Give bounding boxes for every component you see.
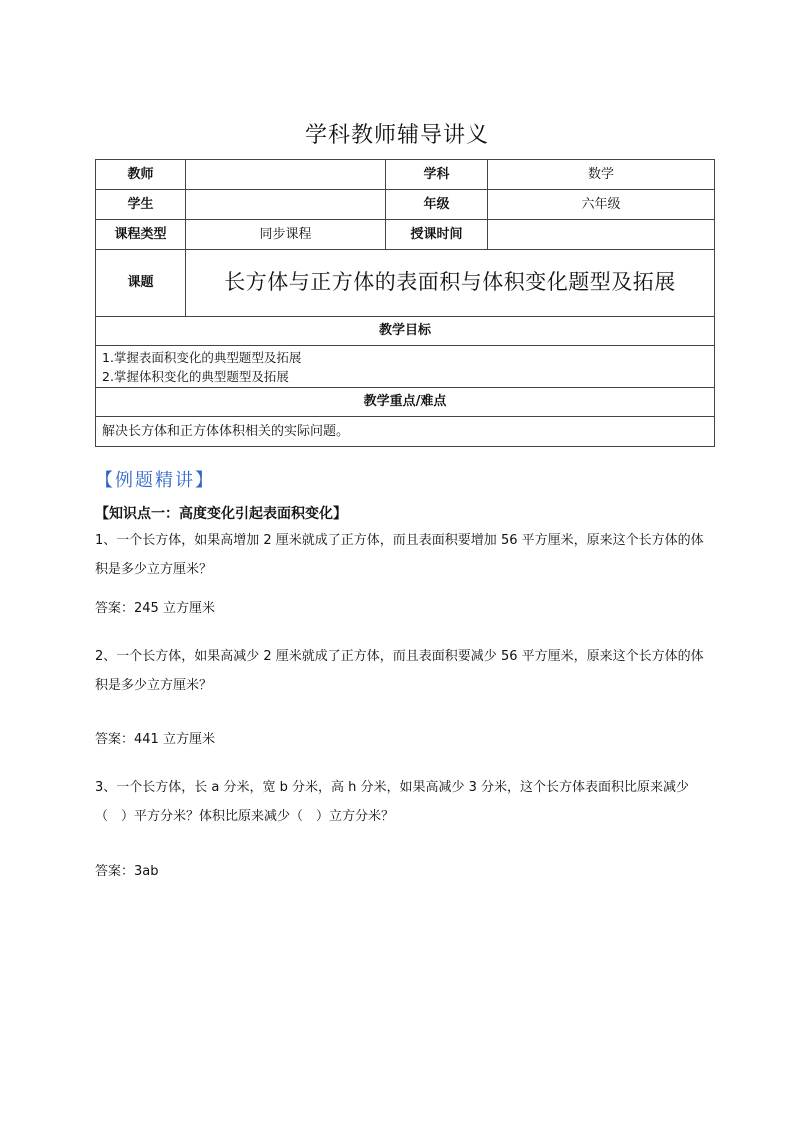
subject-label: 学科 [386, 160, 488, 190]
teacher-value [186, 160, 386, 190]
grade-label: 年级 [386, 190, 488, 220]
answer-2: 答案：441 立方厘米 [95, 732, 215, 747]
objective-item: 1.掌握表面积变化的典型题型及拓展 [102, 349, 302, 365]
table-row [96, 220, 715, 250]
focus-header: 教学重点/难点 [96, 388, 715, 417]
objective-item: 2.掌握体积变化的典型题型及拓展 [102, 368, 289, 384]
student-label: 学生 [96, 190, 186, 220]
lesson-time-value [488, 220, 715, 250]
document-title: 学科教师辅导讲义 [304, 123, 489, 148]
lesson-time-label: 授课时间 [386, 220, 488, 250]
table-row [96, 250, 715, 317]
lesson-info-table [95, 159, 715, 447]
focus-text: 解决长方体和正方体体积相关的实际问题。 [96, 417, 715, 447]
knowledge-point-title: 【知识点一：高度变化引起表面积变化】 [95, 506, 347, 522]
course-type-value: 同步课程 [186, 220, 386, 250]
subject-value: 数学 [488, 160, 715, 190]
table-row [96, 190, 715, 220]
answer-1: 答案：245 立方厘米 [95, 601, 215, 616]
question-2: 2、一个长方体，如果高减少 2 厘米就成了正方体，而且表面积要减少 56 平方厘米，原来这个长方体的体积是多少立方厘米？ [95, 649, 704, 693]
question-1: 1、一个长方体，如果高增加 2 厘米就成了正方体，而且表面积要增加 56 平方厘米，原来这个长方体的体积是多少立方厘米？ [95, 533, 704, 577]
objectives-cell [96, 346, 715, 388]
table-row [96, 388, 715, 417]
course-type-label: 课程类型 [96, 220, 186, 250]
student-value [186, 190, 386, 220]
table-row [96, 346, 715, 388]
teacher-label: 教师 [96, 160, 186, 190]
section-heading: 【例题精讲】 [95, 470, 215, 491]
topic-value: 长方体与正方体的表面积与体积变化题型及拓展 [186, 250, 715, 317]
topic-label: 课题 [96, 250, 186, 317]
table-row [96, 160, 715, 190]
answer-3: 答案：3ab [95, 864, 159, 879]
table-row [96, 317, 715, 346]
question-3: 3、一个长方体，长 a 分米，宽 b 分米，高 h 分米，如果高减少 3 分米，这个长方体表面积比原来减少（ ）平方分米？体积比原来减少（ ）立方分米？ [95, 780, 690, 824]
grade-value: 六年级 [488, 190, 715, 220]
objectives-header: 教学目标 [96, 317, 715, 346]
table-row [96, 417, 715, 447]
